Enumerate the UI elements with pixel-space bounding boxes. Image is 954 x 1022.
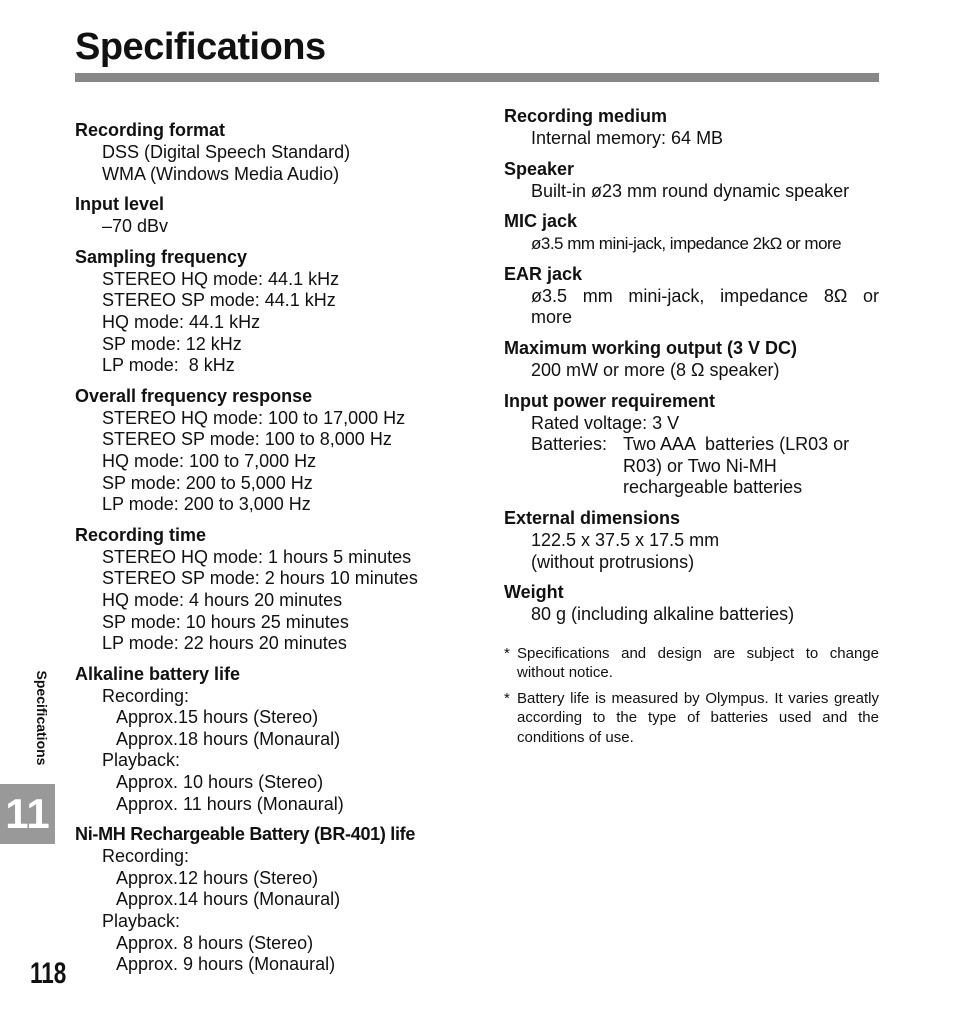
spec-mic-jack [504, 209, 879, 255]
spec-line: Approx.12 hours (Stereo) [116, 867, 319, 888]
section-title: Speaker [504, 158, 575, 179]
spec-line: LP mode: 200 to 3,000 Hz [102, 494, 311, 515]
page-title: Specifications [75, 26, 326, 68]
section-title: Recording time [75, 524, 207, 545]
spec-line: STEREO SP mode: 44.1 kHz [102, 290, 336, 311]
spec-line: DSS (Digital Speech Standard) [102, 142, 351, 162]
spec-line: SP mode: 12 kHz [102, 333, 242, 354]
spec-line: Approx. 8 hours (Stereo) [116, 932, 314, 953]
spec-external-dimensions [504, 506, 879, 573]
footnote [504, 644, 879, 683]
section-title: Alkaline battery life [75, 663, 241, 684]
spec-line: HQ mode: 100 to 7,000 Hz [102, 450, 317, 471]
spec-line: Approx.18 hours (Monaural) [116, 728, 341, 749]
spec-line: Approx.14 hours (Monaural) [116, 889, 341, 910]
side-section-label [24, 658, 60, 778]
spec-line: 80 g (including alkaline batteries) [531, 604, 795, 625]
spec-line: STEREO SP mode: 100 to 8,000 Hz [102, 429, 392, 450]
spec-line: STEREO HQ mode: 1 hours 5 minutes [102, 546, 412, 567]
section-title: EAR jack [504, 263, 583, 284]
spec-line: 122.5 x 37.5 x 17.5 mm [531, 529, 720, 550]
asterisk-mark: * [504, 644, 510, 662]
side-section-label-text: Specifications [34, 670, 50, 766]
spec-line: Internal memory: 64 MB [531, 128, 724, 148]
section-title: Weight [504, 582, 564, 603]
chapter-number-tab: 11 [0, 784, 55, 844]
title-rule [75, 73, 879, 82]
spec-sublabel: Recording: [102, 685, 190, 706]
spec-sublabel: Playback: [102, 911, 181, 932]
batteries-row [504, 434, 879, 499]
asterisk-mark: * [504, 689, 510, 707]
spec-frequency-response [75, 384, 475, 516]
spec-recording-medium [504, 104, 879, 150]
left-column [75, 118, 475, 983]
spec-line: STEREO SP mode: 2 hours 10 minutes [102, 568, 418, 589]
spec-nimh-battery-life [75, 822, 475, 976]
section-title: Recording format [75, 120, 226, 140]
section-title: MIC jack [504, 211, 578, 232]
spec-line: SP mode: 200 to 5,000 Hz [102, 472, 313, 493]
spec-recording-format [75, 118, 475, 185]
spec-alkaline-battery-life [75, 662, 475, 816]
spec-ear-jack [504, 262, 879, 329]
spec-line: (without protrusions) [531, 551, 695, 572]
spec-line: LP mode: 8 kHz [102, 355, 235, 376]
section-title: External dimensions [504, 507, 681, 528]
batteries-label: Batteries: [531, 434, 608, 455]
right-column [504, 104, 879, 753]
spec-line: WMA (Windows Media Audio) [102, 163, 340, 184]
spec-line: Approx. 10 hours (Stereo) [116, 772, 324, 793]
spec-input-power [504, 389, 879, 499]
footnote-text: Specifications and design are subject to change without notice. [517, 644, 879, 682]
batteries-text: Two AAA batteries (LR03 or R03) or Two Ni-MH rechargeable batteries [623, 434, 855, 498]
spec-sublabel: Recording: [102, 846, 190, 867]
spec-line: STEREO HQ mode: 100 to 17,000 Hz [102, 407, 406, 428]
page-number: 118 [30, 957, 67, 990]
spec-line: ø3.5 mm mini-jack, impedance 2kΩ or more [531, 234, 842, 254]
section-title: Overall frequency response [75, 385, 313, 406]
spec-line: 200 mW or more (8 Ω speaker) [531, 359, 780, 380]
spec-line: STEREO HQ mode: 44.1 kHz [102, 268, 340, 289]
footnotes [504, 644, 879, 748]
section-title: Input level [75, 194, 165, 215]
footnote [504, 689, 879, 748]
spec-line: LP mode: 22 hours 20 minutes [102, 633, 347, 654]
spec-line: Rated voltage: 3 V [531, 412, 680, 433]
spec-line: Approx. 9 hours (Monaural) [116, 954, 336, 975]
section-title: Ni-MH Rechargeable Battery (BR-401) life [75, 824, 416, 845]
spec-line: Approx. 11 hours (Monaural) [116, 793, 344, 814]
spec-sampling-frequency [75, 245, 475, 377]
spec-line: –70 dBv [102, 216, 169, 237]
spec-speaker [504, 157, 879, 203]
spec-line: Approx.15 hours (Stereo) [116, 707, 319, 728]
footnote-text: Battery life is measured by Olympus. It varies greatly according to the type of batteries used and the conditions of use. [517, 689, 879, 746]
spec-line: ø3.5 mm mini-jack, impedance 8Ω or more [531, 285, 879, 328]
spec-line: SP mode: 10 hours 25 minutes [102, 611, 349, 632]
spec-input-level [75, 192, 475, 238]
spec-sublabel: Playback: [102, 750, 181, 771]
section-title: Maximum working output (3 V DC) [504, 337, 798, 358]
section-title: Recording medium [504, 106, 668, 126]
spec-line: HQ mode: 44.1 kHz [102, 311, 261, 332]
section-title: Sampling frequency [75, 246, 248, 267]
spec-line: HQ mode: 4 hours 20 minutes [102, 589, 343, 610]
spec-line: Built-in ø23 mm round dynamic speaker [531, 180, 850, 201]
spec-max-output [504, 336, 879, 382]
section-title: Input power requirement [504, 390, 716, 411]
spec-weight [504, 580, 879, 626]
spec-recording-time [75, 523, 475, 655]
